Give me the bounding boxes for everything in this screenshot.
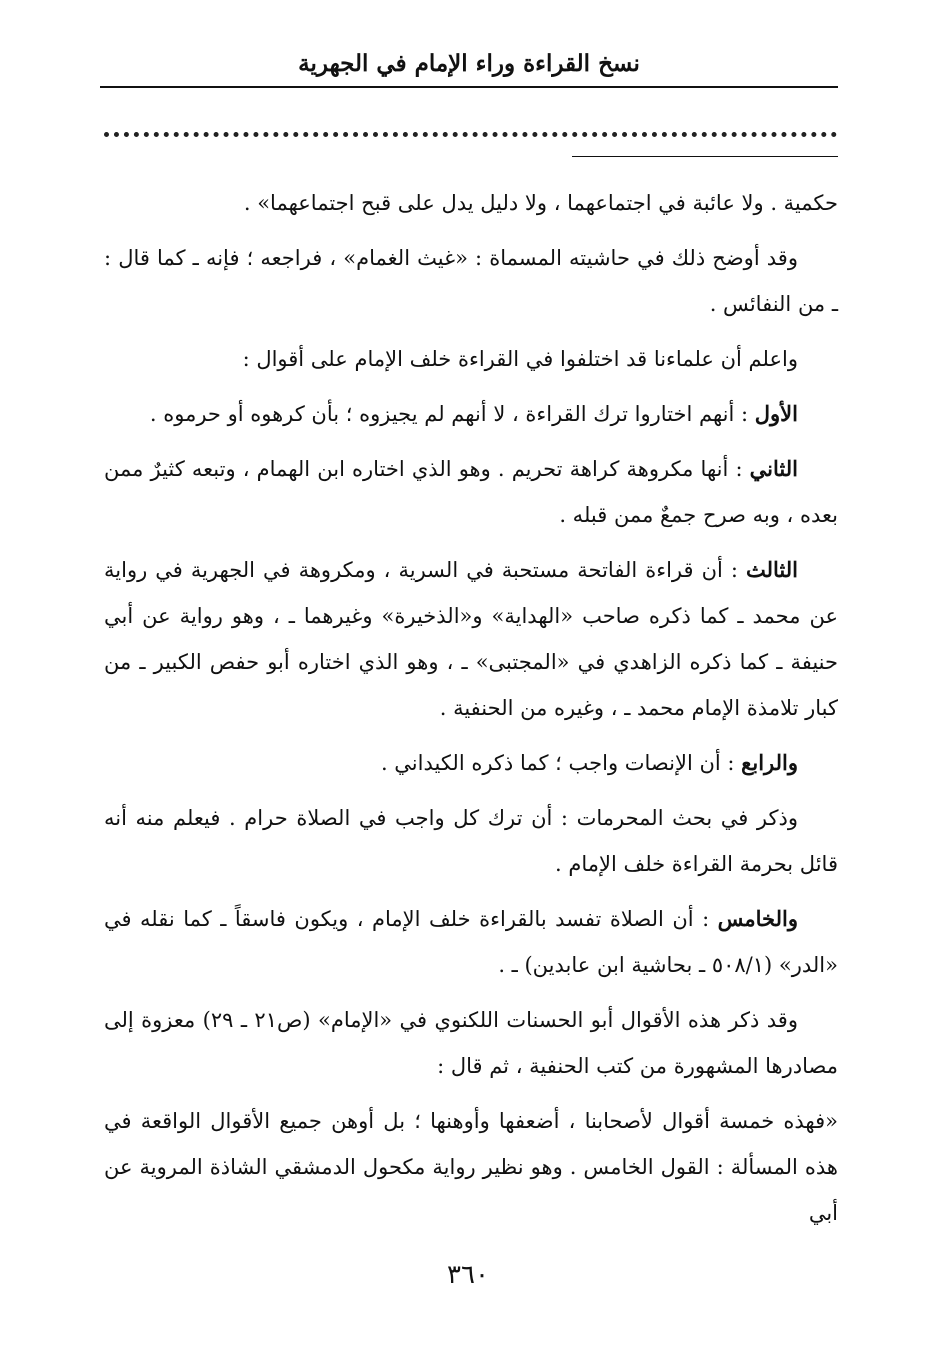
paragraph-text: : أنها مكروهة كراهة تحريم . وهو الذي اختاره ابن الهمام ، وتبعه كثيرٌ ممن بعده ، وبه صرح جمعٌ ممن قبله . — [104, 457, 838, 527]
paragraph-text: : أن الإنصات واجب ؛ كما ذكره الكيداني . — [380, 751, 742, 775]
header-rule — [100, 86, 838, 88]
paragraph-lead: والخامس — [717, 906, 798, 931]
paragraph-text: واعلم أن علماءنا قد اختلفوا في القراءة خلف الإمام على أقوال : — [242, 347, 798, 371]
running-head-title: نسخ القراءة وراء الإمام في الجهرية — [298, 50, 640, 77]
paragraph-text: : أن الصلاة تفسد بالقراءة خلف الإمام ، ويكون فاسقاً ـ كما نقله في «الدر» (٥٠٨/١ ـ بحاشية ابن عابدين) ـ . — [104, 907, 838, 977]
paragraph-11 — [104, 1098, 838, 1236]
paragraph-lead: الثالث — [746, 557, 798, 582]
paragraph-10 — [104, 997, 838, 1089]
paragraph-9 — [104, 896, 838, 988]
paragraph-text: : أنهم اختاروا ترك القراءة ، لا أنهم لم يجيزوه ؛ بأن كرهوه أو حرموه . — [149, 402, 755, 426]
dotted-separator — [104, 132, 837, 137]
paragraph-text: وقد ذكر هذه الأقوال أبو الحسنات اللكنوي في «الإمام» (ص٢١ ـ ٢٩) معزوة إلى مصادرها المشهورة من كتب الحنفية ، ثم قال : — [104, 1008, 838, 1078]
paragraph-text: وذكر في بحث المحرمات : أن ترك كل واجب في الصلاة حرام . فيعلم منه أنه قائل بحرمة القراءة خلف الإمام . — [104, 806, 838, 876]
page-number: ٣٦٠ — [447, 1260, 489, 1290]
paragraph-3 — [104, 336, 838, 382]
paragraph-7 — [104, 740, 838, 786]
paragraph-2 — [104, 235, 838, 327]
paragraph-8 — [104, 795, 838, 887]
paragraph-5 — [104, 446, 838, 538]
paragraph-6 — [104, 547, 838, 731]
paragraph-text: حكمية . ولا عائبة في اجتماعهما ، ولا دليل يدل على قبح اجتماعهما» . — [243, 191, 838, 215]
paragraph-text: «فهذه خمسة أقوال لأصحابنا ، أضعفها وأوهنها ؛ بل أوهن جميع الأقوال الواقعة في هذه المسألة : القول الخامس . وهو نظير رواية مكحول الدمشقي الشاذة المروية عن أبي — [104, 1109, 838, 1225]
paragraph-1 — [104, 180, 838, 226]
paragraph-text: : أن قراءة الفاتحة مستحبة في السرية ، ومكروهة في الجهرية في رواية عن محمد ـ كما ذكره صاحب «الهداية» و«الذخيرة» وغيرهما ـ ، وهو رواية عن أبي حنيفة ـ كما ذكره الزاهدي في «المجتبى» ـ ، وهو الذي اختاره أبو حفص الكبير ـ من كبار تلامذة الإمام محمد ـ ، وغيره من الحنفية . — [104, 558, 838, 720]
paragraph-text: وقد أوضح ذلك في حاشيته المسماة : «غيث الغمام» ، فراجعه ؛ فإنه ـ كما قال : ـ من النفائس . — [104, 246, 838, 316]
paragraph-lead: الأول — [754, 401, 798, 426]
footnote-rule — [572, 156, 838, 157]
paragraph-lead: والرابع — [741, 750, 798, 775]
paragraph-4 — [104, 391, 838, 437]
paragraph-lead: الثاني — [749, 456, 798, 481]
body-text — [104, 180, 838, 1245]
